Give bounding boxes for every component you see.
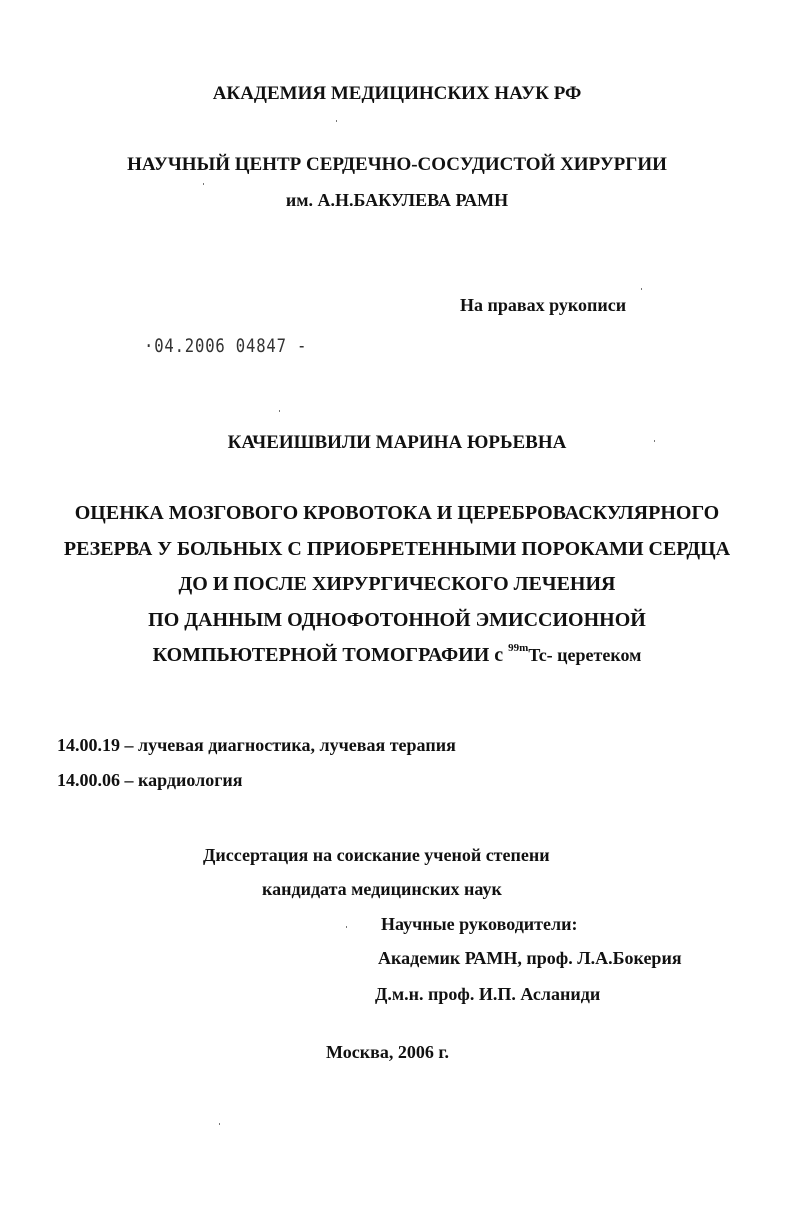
dissertation-title bbox=[0, 496, 794, 674]
scan-speck bbox=[654, 440, 655, 442]
center-heading: НАУЧНЫЙ ЦЕНТР СЕРДЕЧНО-СОСУДИСТОЙ ХИРУРГИИ bbox=[127, 154, 667, 175]
registration-stamp: ·04.2006 04847 - bbox=[144, 335, 308, 357]
place-and-year: Москва, 2006 г. bbox=[326, 1042, 449, 1062]
specialty-2: 14.00.06 – кардиология bbox=[57, 770, 243, 790]
center-name-heading: им. А.Н.БАКУЛЕВА РАМН bbox=[285, 190, 509, 210]
isotope-superscript: 99m bbox=[508, 642, 529, 654]
scan-speck bbox=[336, 120, 337, 122]
scan-speck bbox=[279, 410, 280, 412]
title-line-4: ПО ДАННЫМ ОДНОФОТОННОЙ ЭМИССИОННОЙ bbox=[148, 608, 646, 631]
title-line-5-suffix: Tc- церетеком bbox=[528, 645, 642, 665]
specialty-1: 14.00.19 – лучевая диагностика, лучевая терапия bbox=[57, 735, 456, 755]
title-line-2: РЕЗЕРВА У БОЛЬНЫХ С ПРИОБРЕТЕННЫМИ ПОРОКАМИ СЕРДЦА bbox=[63, 537, 731, 560]
supervisors-label: Научные руководители: bbox=[381, 914, 578, 934]
scan-speck bbox=[203, 183, 204, 185]
scan-speck bbox=[641, 288, 642, 290]
title-line-3: ДО И ПОСЛЕ ХИРУРГИЧЕСКОГО ЛЕЧЕНИЯ bbox=[178, 573, 616, 595]
dissertation-degree-line-2: кандидата медицинских наук bbox=[262, 879, 502, 899]
title-line-1: ОЦЕНКА МОЗГОВОГО КРОВОТОКА И ЦЕРЕБРОВАСКУЛЯРНОГО bbox=[74, 502, 720, 524]
rights-note: На правах рукописи bbox=[460, 295, 627, 315]
supervisor-1: Академик РАМН, проф. Л.А.Бокерия bbox=[378, 948, 682, 968]
dissertation-degree-line-1: Диссертация на соискание ученой степени bbox=[203, 845, 550, 865]
academy-heading: АКАДЕМИЯ МЕДИЦИНСКИХ НАУК РФ bbox=[212, 83, 582, 104]
supervisor-2: Д.м.н. проф. И.П. Асланиди bbox=[375, 984, 601, 1004]
scan-speck bbox=[219, 1123, 220, 1125]
title-line-5-prefix: КОМПЬЮТЕРНОЙ ТОМОГРАФИИ с bbox=[152, 644, 509, 666]
author-name: КАЧЕИШВИЛИ МАРИНА ЮРЬЕВНА bbox=[227, 432, 567, 453]
scan-speck bbox=[346, 926, 347, 928]
title-line-5 bbox=[0, 638, 794, 674]
